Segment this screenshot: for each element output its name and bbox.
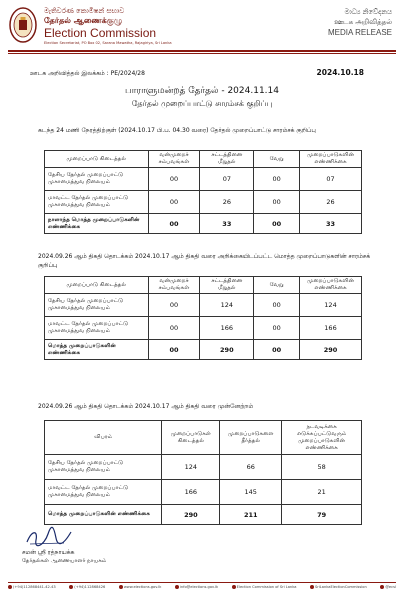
table-header: முறைப்பாடுகளின் எண்ணிக்கை [300,151,362,168]
table-header: விபரம் [45,421,162,455]
facebook-icon [232,585,236,589]
header-divider-thin [8,53,396,54]
summary-table-24h [44,150,362,234]
footer-twitter[interactable]: @ecsl [380,585,396,589]
summary-table-cumulative [44,276,362,360]
row-label: மொத்த முறைப்பாடுகளின் எண்ணிக்கை [45,505,162,525]
row-label: மாவட்ட தேர்தல் முறைப்பாட்டு முகாமைத்துவ நிலையம் [45,480,162,505]
cell: 166 [162,480,220,505]
signatory-name: சமன் ஸ்ரீ ரத்நாயக்க [22,549,75,556]
cell: 00 [254,214,300,234]
footer-youtube[interactable]: SriLankaElectionCommission [310,585,367,589]
table-header: வன்முறைச் சம்பவங்கள் [148,151,200,168]
table-header: முறைப்பாடுகள் கிடைத்தல் [162,421,220,455]
media-release-english: MEDIA RELEASE [327,28,392,37]
cell: 00 [254,294,300,317]
table-row [45,317,362,340]
cell: 166 [300,317,362,340]
signatory-title: தேர்தல்கள் ஆணையாளர் நாயகம் [22,558,107,564]
cell: 00 [148,317,200,340]
cell: 00 [148,214,200,234]
email-icon [175,585,179,589]
cell: 79 [282,505,362,525]
cell: 33 [200,214,254,234]
cell: 00 [148,168,200,191]
cell: 00 [254,168,300,191]
footer-facebook[interactable]: Election Commission of Sri Lanka [232,585,297,589]
cell: 26 [300,191,362,214]
cell: 290 [300,340,362,360]
media-release-tamil: ஊடக அறிவித்தல் [334,18,392,26]
row-label: தேசிய தேர்தல் முறைப்பாட்டு முகாமைத்துவ நிலையம் [45,455,162,480]
footer-email[interactable]: info@elections.gov.lk [175,585,218,589]
section1-intro: கடந்த 24 மணி நேரத்திற்குள் (2024.10.17 பி.ப. 04.30 வரை) தேர்தல் முறைப்பாட்டு சாரம்சக் குறிப்பு [38,127,316,134]
fax-icon [69,585,73,589]
table-header: முறைப்பாடுகளின் எண்ணிக்கை [300,277,362,294]
release-date: 2024.10.18 [316,68,364,77]
cell: 124 [200,294,254,317]
table-header: வன்முறைச் சம்பவங்கள் [148,277,200,294]
org-address: Election Secretariat, PO Box 02, Sarana Mawatha, Rajagiriya, Sri Lanka [44,41,172,45]
phone-icon [8,585,12,589]
table-header-row [45,151,362,168]
table-row [45,480,362,505]
table-header: வேறு [254,277,300,294]
cell: 124 [300,294,362,317]
handwritten-signature [24,526,74,548]
table-header: முறைப்பாடு கிடைத்தல் [45,151,149,168]
media-release-sinhala: මාධ්‍ය නිවේදනය [344,8,392,16]
cell: 07 [300,168,362,191]
cell: 00 [148,294,200,317]
footer-fax: (+94)112868426 [69,585,105,589]
cell: 33 [300,214,362,234]
org-name-english: Election Commission [44,26,157,40]
table-header: சட்டத்தினை மீறுதல் [200,277,254,294]
progress-table [44,420,362,525]
org-name-tamil: தேர்தல் ஆணைக்குழு [44,16,123,25]
org-name-sinhala: මැතිවරණ කොමිෂන් සභාව [44,7,125,15]
cell: 00 [254,340,300,360]
cell: 58 [282,455,362,480]
table-total-row [45,214,362,234]
cell: 00 [148,340,200,360]
row-label: தேசிய தேர்தல் முறைப்பாட்டு முகாமைத்துவ நிலையம் [45,294,149,317]
table-header: நடவடிக்கை எடுக்கப்பட்டுவரும் முறைப்பாடுகளின் எண்ணிக்கை [282,421,362,455]
row-label: மாவட்ட தேர்தல் முறைப்பாட்டு முகாமைத்துவ நிலையம் [45,191,149,214]
table-row [45,294,362,317]
page-subtitle: தேர்தல் முறைப்பாட்டு சாரம்சக் குறிப்பு [131,99,273,108]
election-commission-emblem-icon [8,6,38,44]
footer-phone: (+94)112868441-42-43 [8,585,56,589]
cell: 166 [200,317,254,340]
row-label: நாளாந்த மொத்த முறைப்பாடுகளின் எண்ணிக்கை [45,214,149,234]
footer-contacts [8,585,396,589]
cell: 124 [162,455,220,480]
page-title: பாராளுமன்றத் தேர்தல் - 2024.11.14 [125,86,279,96]
cell: 290 [200,340,254,360]
footer-divider [8,582,396,583]
section2-intro: 2024.09.26 ஆம் திகதி தொடக்கம் 2024.10.17 ஆம் திகதி வரை அறிக்கையிடப்பட்ட மொத்த முறைப்பாடுகளின் சாரம்சக் குறிப்பு [38,253,371,269]
table-total-row [45,505,362,525]
footer-website[interactable]: www.elections.gov.lk [119,585,161,589]
globe-icon [119,585,123,589]
row-label: மாவட்ட தேர்தல் முறைப்பாட்டு முகாமைத்துவ நிலையம் [45,317,149,340]
cell: 145 [220,480,282,505]
table-header: முறைப்பாடுகளை தீர்த்தல் [220,421,282,455]
row-label: தேசிய தேர்தல் முறைப்பாட்டு முகாமைத்துவ நிலையம் [45,168,149,191]
table-row [45,191,362,214]
table-header: முறைப்பாடு கிடைத்தல் [45,277,149,294]
cell: 21 [282,480,362,505]
table-header-row [45,421,362,455]
cell: 00 [254,317,300,340]
twitter-icon [380,585,384,589]
cell: 00 [148,191,200,214]
cell: 07 [200,168,254,191]
release-number: ஊடக அறிவித்தல் இலக்கம் : PE/2024/28 [30,70,145,77]
table-header: வேறு [254,151,300,168]
cell: 26 [200,191,254,214]
cell: 290 [162,505,220,525]
row-label: மொத்த முறைப்பாடுகளின் எண்ணிக்கை [45,340,149,360]
table-row [45,168,362,191]
table-header-row [45,277,362,294]
header-divider [8,50,396,52]
youtube-icon [310,585,314,589]
table-row [45,455,362,480]
cell: 211 [220,505,282,525]
table-header: சட்டத்தினை மீறுதல் [200,151,254,168]
cell: 66 [220,455,282,480]
table-total-row [45,340,362,360]
section3-intro: 2024.09.26 ஆம் திகதி தொடக்கம் 2024.10.17 ஆம் திகதி வரை முன்னேற்றம் [38,403,254,410]
cell: 00 [254,191,300,214]
